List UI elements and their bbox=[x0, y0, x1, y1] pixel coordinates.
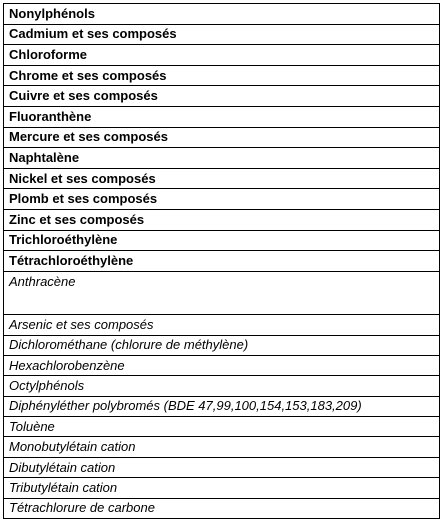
table-row bbox=[4, 106, 440, 127]
table-row bbox=[4, 148, 440, 169]
substance-cell: Cadmium et ses composés bbox=[4, 24, 440, 45]
table-row bbox=[4, 271, 440, 314]
table-row bbox=[4, 4, 440, 25]
substance-cell: Tétrachlorure de carbone bbox=[4, 498, 440, 518]
substance-cell: Chloroforme bbox=[4, 45, 440, 66]
table-row bbox=[4, 355, 440, 375]
substance-cell: Octylphénols bbox=[4, 376, 440, 396]
table-row bbox=[4, 24, 440, 45]
substance-cell: Arsenic et ses composés bbox=[4, 315, 440, 335]
table-row bbox=[4, 396, 440, 416]
substance-cell: Dichlorométhane (chlorure de méthylène) bbox=[4, 335, 440, 355]
substance-cell: Tétrachloroéthylène bbox=[4, 251, 440, 272]
substance-cell: Naphtalène bbox=[4, 148, 440, 169]
table-row bbox=[4, 498, 440, 518]
substance-cell: Trichloroéthylène bbox=[4, 230, 440, 251]
table-row bbox=[4, 251, 440, 272]
table-row bbox=[4, 209, 440, 230]
substance-cell: Nonylphénols bbox=[4, 4, 440, 25]
table-row bbox=[4, 45, 440, 66]
table-row bbox=[4, 189, 440, 210]
substance-cell: Nickel et ses composés bbox=[4, 168, 440, 189]
table-row bbox=[4, 127, 440, 148]
table-row bbox=[4, 168, 440, 189]
table-row bbox=[4, 376, 440, 396]
substance-cell: Plomb et ses composés bbox=[4, 189, 440, 210]
table-row bbox=[4, 457, 440, 477]
table-row bbox=[4, 230, 440, 251]
table-row bbox=[4, 315, 440, 335]
substance-cell: Mercure et ses composés bbox=[4, 127, 440, 148]
substance-cell: Monobutylétain cation bbox=[4, 437, 440, 457]
substance-cell: Dibutylétain cation bbox=[4, 457, 440, 477]
substance-cell: Zinc et ses composés bbox=[4, 209, 440, 230]
substance-cell: Toluène bbox=[4, 417, 440, 437]
table-row bbox=[4, 86, 440, 107]
table-row bbox=[4, 65, 440, 86]
table-row bbox=[4, 335, 440, 355]
table-row bbox=[4, 437, 440, 457]
substance-cell: Tributylétain cation bbox=[4, 478, 440, 498]
substance-cell: Anthracène bbox=[4, 271, 440, 314]
table-row bbox=[4, 417, 440, 437]
substance-cell: Cuivre et ses composés bbox=[4, 86, 440, 107]
table-row bbox=[4, 478, 440, 498]
substance-cell: Fluoranthène bbox=[4, 106, 440, 127]
substance-cell: Hexachlorobenzène bbox=[4, 355, 440, 375]
substance-cell: Chrome et ses composés bbox=[4, 65, 440, 86]
substance-table bbox=[3, 3, 440, 519]
substance-cell: Diphényléther polybromés (BDE 47,99,100,154,153,183,209) bbox=[4, 396, 440, 416]
